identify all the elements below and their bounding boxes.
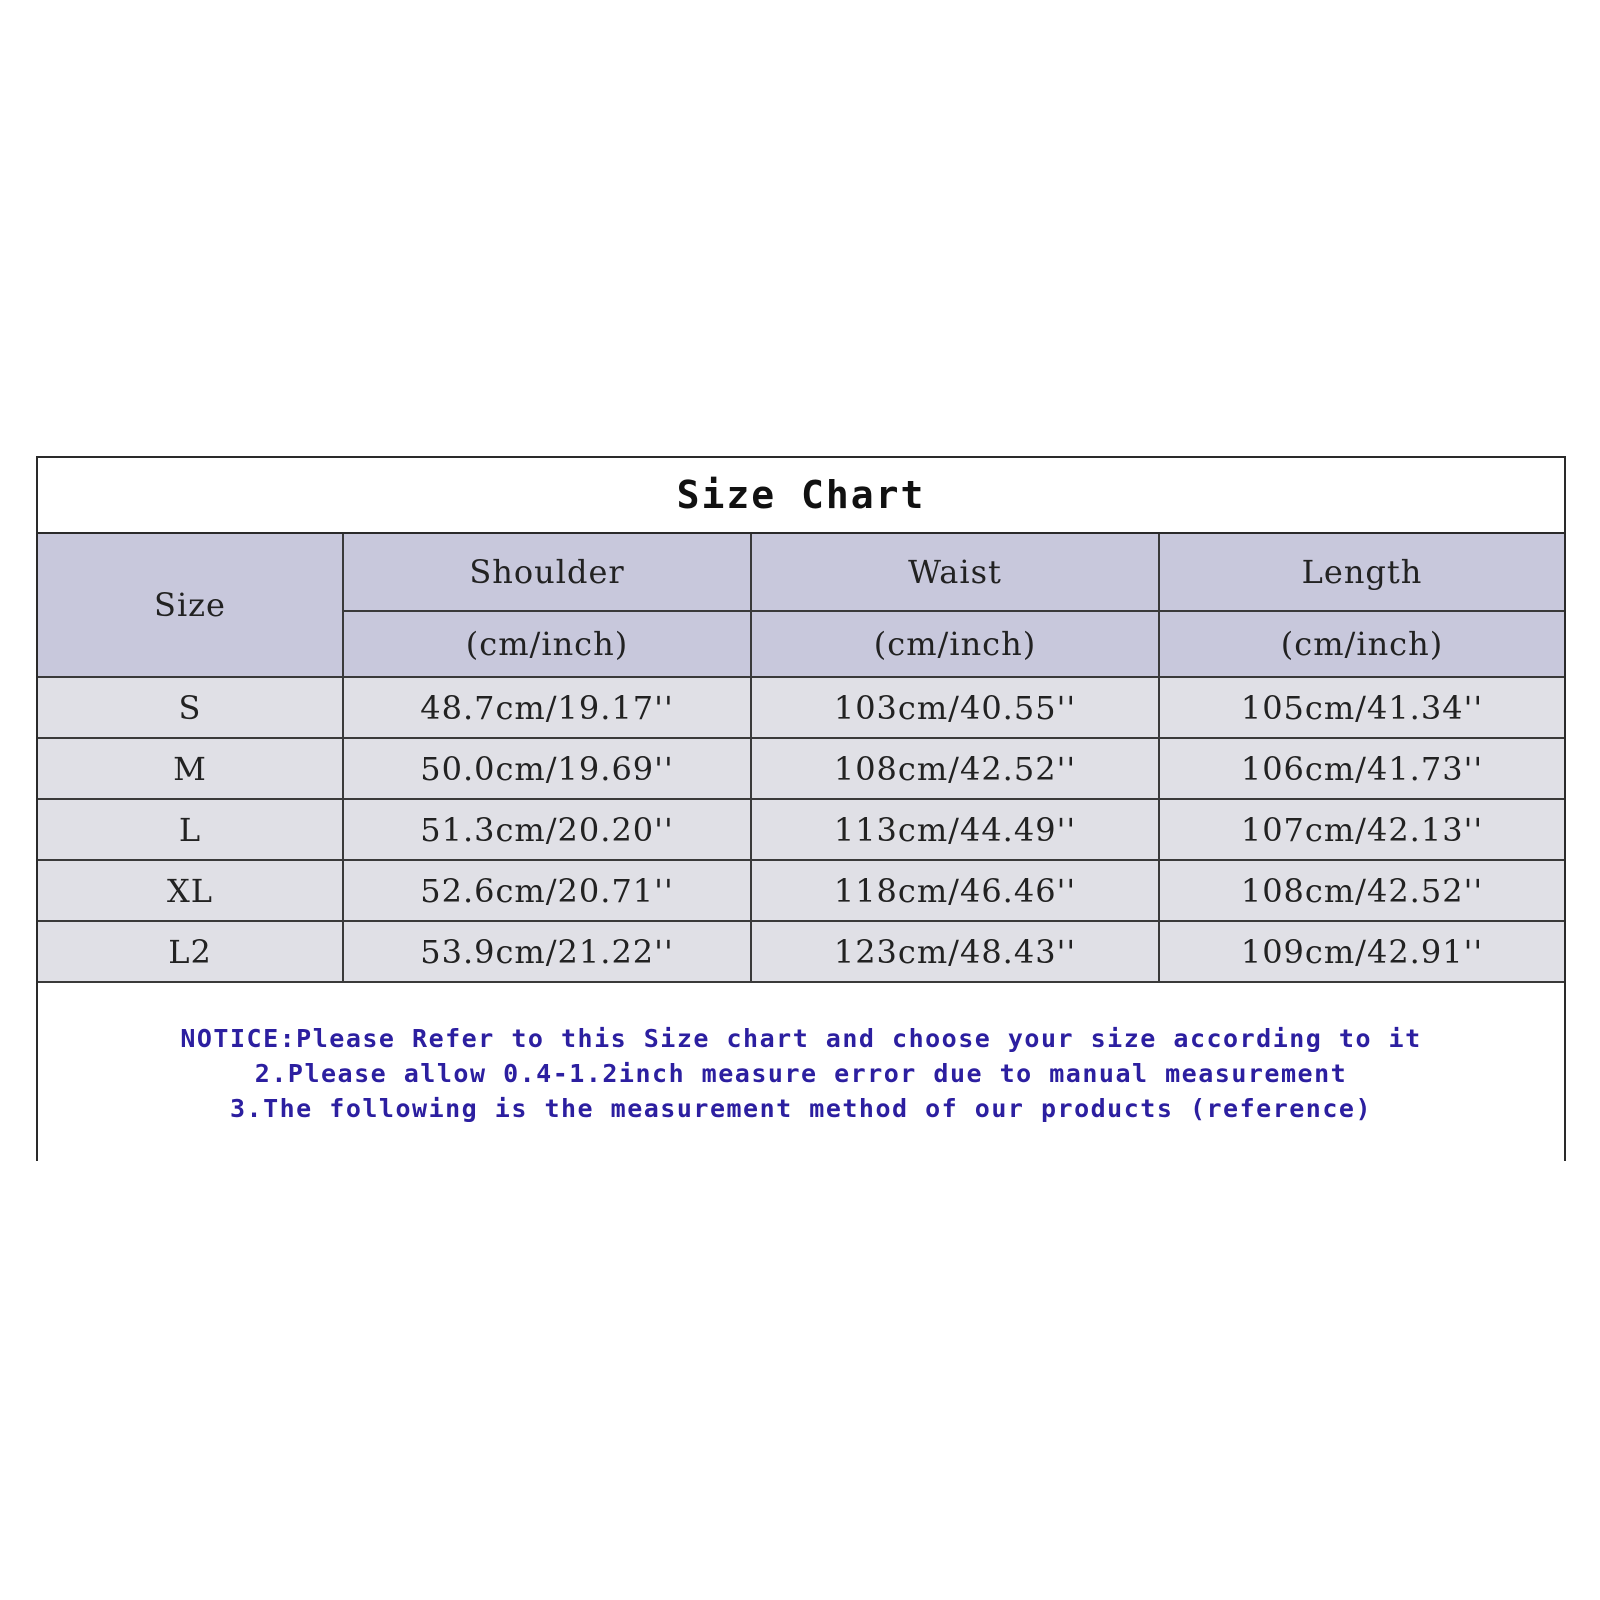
shoulder-cell: 50.0cm/19.69'' [343, 738, 751, 799]
table-row [38, 921, 1564, 982]
length-cell: 107cm/42.13'' [1159, 799, 1564, 860]
shoulder-cell: 48.7cm/19.17'' [343, 677, 751, 738]
chart-title: Size Chart [38, 458, 1564, 534]
size-header: Size [38, 534, 343, 677]
header-row [38, 534, 1564, 611]
waist-cell: 103cm/40.55'' [751, 677, 1159, 738]
table-row [38, 860, 1564, 921]
size-cell: M [38, 738, 343, 799]
length-unit: (cm/inch) [1159, 611, 1564, 677]
notice-row [38, 982, 1564, 1163]
shoulder-cell: 53.9cm/21.22'' [343, 921, 751, 982]
notice-cell [38, 982, 1564, 1163]
length-cell: 105cm/41.34'' [1159, 677, 1564, 738]
length-header: Length [1159, 534, 1564, 611]
table-row [38, 677, 1564, 738]
waist-header: Waist [751, 534, 1159, 611]
waist-cell: 113cm/44.49'' [751, 799, 1159, 860]
size-table [38, 534, 1564, 1163]
notice-block [38, 983, 1564, 1163]
table-row [38, 738, 1564, 799]
size-cell: XL [38, 860, 343, 921]
shoulder-header: Shoulder [343, 534, 751, 611]
waist-cell: 108cm/42.52'' [751, 738, 1159, 799]
size-cell: S [38, 677, 343, 738]
notice-line: 3.The following is the measurement method of our products (reference) [229, 1093, 1373, 1123]
shoulder-cell: 52.6cm/20.71'' [343, 860, 751, 921]
length-cell: 108cm/42.52'' [1159, 860, 1564, 921]
notice-line: NOTICE:Please Refer to this Size chart and choose your size according to it [180, 1023, 1422, 1053]
size-cell: L [38, 799, 343, 860]
size-chart [36, 456, 1566, 1161]
size-cell: L2 [38, 921, 343, 982]
waist-unit: (cm/inch) [751, 611, 1159, 677]
length-cell: 109cm/42.91'' [1159, 921, 1564, 982]
shoulder-unit: (cm/inch) [343, 611, 751, 677]
shoulder-cell: 51.3cm/20.20'' [343, 799, 751, 860]
table-row [38, 799, 1564, 860]
notice-line: 2.Please allow 0.4-1.2inch measure error due to manual measurement [254, 1058, 1348, 1088]
waist-cell: 123cm/48.43'' [751, 921, 1159, 982]
length-cell: 106cm/41.73'' [1159, 738, 1564, 799]
waist-cell: 118cm/46.46'' [751, 860, 1159, 921]
